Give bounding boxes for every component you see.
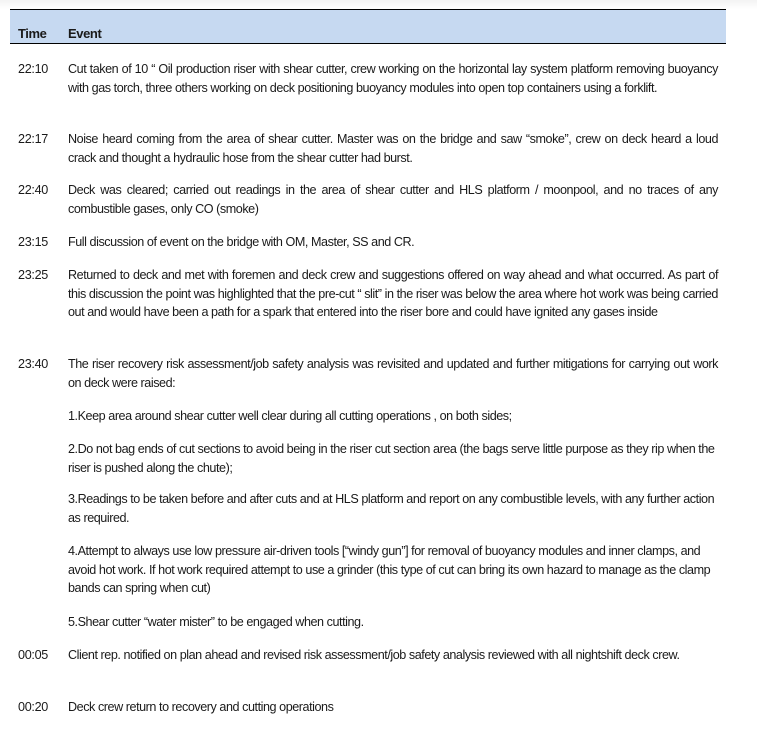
mitigation-item: 5.Shear cutter “water mister” to be engaged when cutting. bbox=[68, 615, 364, 629]
event-text: Noise heard coming from the area of shear cutter. Master was on the bridge and saw “smoke”, crew on deck heard a loud crack and thought a hydraulic hose from the shear cutter had burst. bbox=[68, 132, 718, 165]
event-text: Returned to deck and met with foremen and deck crew and suggestions offered on way ahead and what occurred. As part of this discussion the point was highlighted that the pre-cut “ slit” in the riser was below the area where hot work was being carried out and would have been a path for a spark that entered into the riser bore and could have ignited any gases inside bbox=[68, 268, 718, 319]
event-time: 00:05 bbox=[18, 648, 49, 662]
page-top-shadow bbox=[0, 0, 757, 9]
event-time: 22:10 bbox=[18, 62, 49, 76]
event-log-table bbox=[10, 9, 726, 714]
table-header bbox=[10, 9, 726, 44]
event-time: 23:40 bbox=[18, 357, 49, 371]
event-time: 23:25 bbox=[18, 268, 49, 282]
mitigation-item: 1.Keep area around shear cutter well clear during all cutting operations , on both sides; bbox=[68, 409, 512, 423]
event-text: Cut taken of 10 “ Oil production riser with shear cutter, crew working on the horizontal lay system platform removing buoyancy with gas torch, three others working on deck positioning buoyancy modules into open top containers using a forklift. bbox=[68, 62, 718, 95]
column-header-time: Time bbox=[18, 26, 47, 41]
mitigation-item: 3.Readings to be taken before and after cuts and at HLS platform and report on any combustible levels, with any further action as required. bbox=[68, 492, 715, 525]
event-time: 22:17 bbox=[18, 132, 49, 146]
event-text: Client rep. notified on plan ahead and revised risk assessment/job safety analysis reviewed with all nightshift deck crew. bbox=[68, 648, 680, 662]
event-text: Full discussion of event on the bridge with OM, Master, SS and CR. bbox=[68, 235, 415, 249]
column-header-event: Event bbox=[68, 26, 102, 41]
mitigation-item: 4.Attempt to always use low pressure air-driven tools [“windy gun”] for removal of buoyancy modules and inner clamps, and avoid hot work. If hot work required attempt to use a grinder (this type of cut can bring its own hazard to manage as the clamp bands can spring when cut) bbox=[68, 544, 711, 595]
event-time: 23:15 bbox=[18, 235, 49, 249]
event-text: Deck crew return to recovery and cutting operations bbox=[68, 700, 334, 714]
mitigation-item: 2.Do not bag ends of cut sections to avoid being in the riser cut section area (the bags serve little purpose as they rip when the riser is pushed along the chute); bbox=[68, 442, 715, 475]
event-time: 22:40 bbox=[18, 183, 49, 197]
event-time: 00:20 bbox=[18, 700, 49, 714]
event-text: The riser recovery risk assessment/job safety analysis was revisited and updated and further mitigations for carrying out work on deck were raised: bbox=[68, 357, 718, 390]
event-text: Deck was cleared; carried out readings in the area of shear cutter and HLS platform / moonpool, and no traces of any combustible gases, only CO (smoke) bbox=[68, 183, 718, 216]
